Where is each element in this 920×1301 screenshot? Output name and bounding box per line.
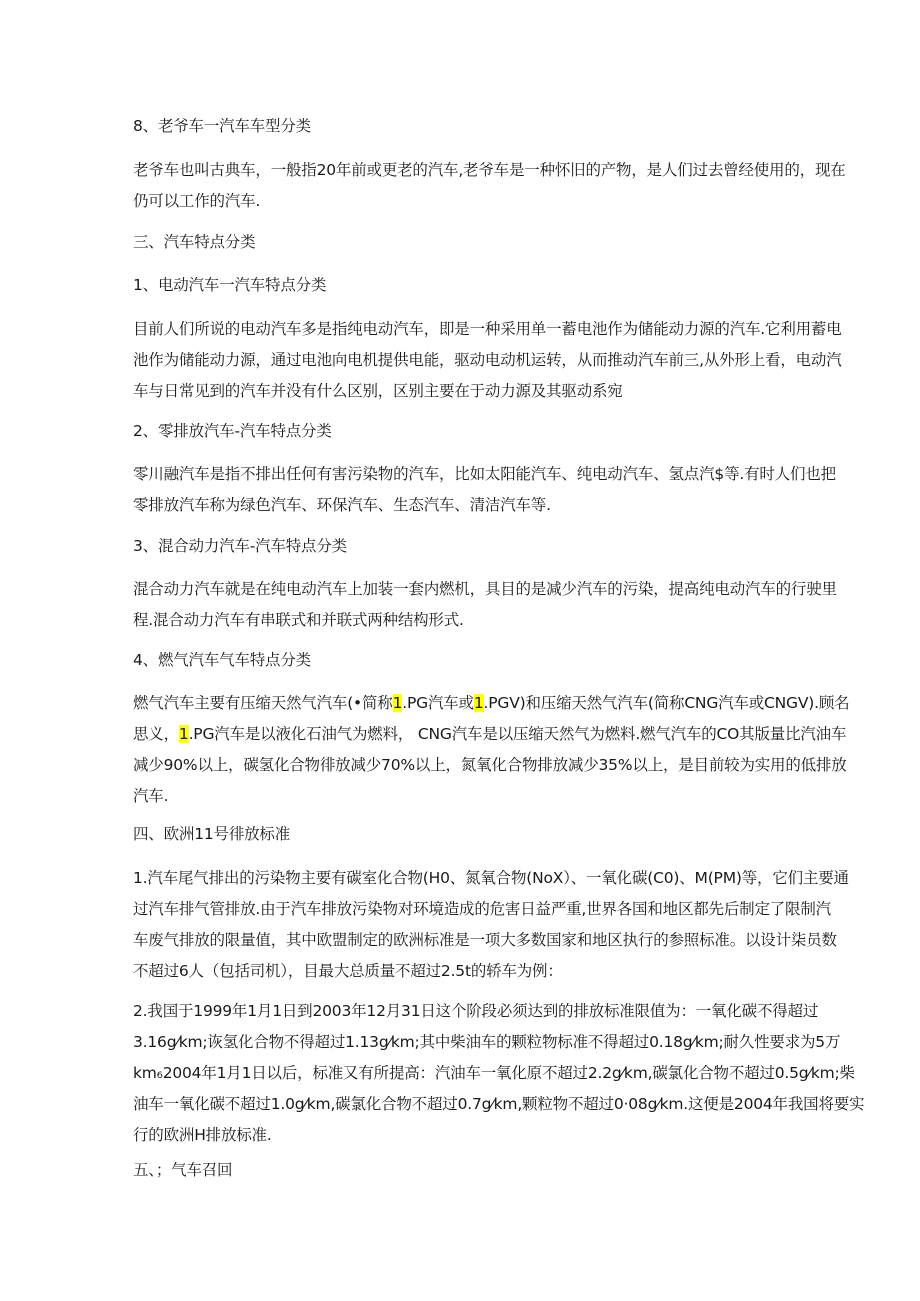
text-line: 4、燃气汽车气车特点分类 xyxy=(133,651,311,669)
text-segment: .PG汽车或 xyxy=(402,694,474,712)
heading-antique-car xyxy=(133,111,853,142)
text-segment: .PG汽车是以液化石油气为燃料， CNG汽车是以压缩天然气为燃料.燃气汽车的CO其版量比汽油车 xyxy=(188,725,847,743)
paragraph-hybrid xyxy=(133,574,853,636)
text-line: 2.我国于1999年1月1日到2003年12月31日这个阶段必须达到的排放标准限值为：一氧化碳不得超过 xyxy=(133,1002,819,1020)
text-segment: 燃气汽车主要有压缩天然气汽车(•简称 xyxy=(133,694,393,712)
text-line: 三、汽车特点分类 xyxy=(133,233,256,251)
paragraph-antique-car xyxy=(133,155,853,217)
text-line: 汽车. xyxy=(133,787,169,805)
text-line: 过汽车排气管排放.由于汽车排放污染物对环境造成的危害日益严重,世界各国和地区都先后制定了限制汽 xyxy=(133,900,831,918)
text-line: 程.混合动力汽车有串联式和并联式两种结构形式. xyxy=(133,611,464,629)
text-line: 仍可以工作的汽车. xyxy=(133,192,261,210)
heading-section-three xyxy=(133,227,853,258)
text-segment: .PGV)和压缩天然气汽车(简称CNG汽车或CNGV).顾名 xyxy=(483,694,850,712)
heading-section-five xyxy=(133,1155,853,1186)
paragraph-electric-car xyxy=(133,314,853,407)
text-line: 混合动力汽车就是在纯电动汽车上加装一套内燃机，具目的是减少汽车的污染，提高纯电动汽车的行驶里 xyxy=(133,580,837,598)
text-line: 3.16g⁄km;诙氢化合物不得超过1.13g⁄km;其中柴油车的颗粒物标准不得超过0.18g⁄km;耐久性要求为5万 xyxy=(133,1033,841,1051)
text-line: 1、电动汽车一汽车特点分类 xyxy=(133,276,327,294)
text-line: 车废气排放的限量值，其中欧盟制定的欧洲标准是一项大多数国家和地区执行的参照标准。以设计柒员数 xyxy=(133,931,837,949)
text-line: 1.汽车尾气排出的污染物主要有碳室化合物(H0、氮氧合物(NoX）、一氧化碳(C0)、M(PM)等，它们主要通 xyxy=(133,869,849,887)
heading-section-four xyxy=(133,819,853,850)
text-line: 目前人们所说的电动汽车多是指纯电动汽车，即是一种采用单一蓄电池作为储能动力源的汽车.它利用蓄电 xyxy=(133,320,842,338)
text-line: km₆2004年1月1日以后，标准又有所提高：汽油车一氧化原不超过2.2g⁄km,碳氯化合物不超过0.5g⁄km;柴 xyxy=(133,1064,855,1082)
text-line: 老爷车也叫古典车，一般指20年前或更老的汽车,老爷车是一种怀旧的产物，是人们过去曾经使用的，现在 xyxy=(133,161,846,179)
paragraph-zero-emission xyxy=(133,459,853,521)
heading-electric-car xyxy=(133,270,853,301)
text-line: 减少90%以上，碳氢化合物徘放减少70%以上，氮氧化合物排放减少35%以上，是目前较为实用的低排放 xyxy=(133,756,847,774)
text-line: 车与日常见到的汽车并没有什么区别，区别主要在于动力源及其驱动系宛 xyxy=(133,382,623,400)
heading-gas-car xyxy=(133,645,853,676)
highlighted-text: 1 xyxy=(392,694,403,712)
text-line xyxy=(133,719,853,750)
heading-zero-emission xyxy=(133,416,853,447)
text-line: 零排放汽车称为绿色汽车、环保汽车、生态汽车、清洁汽车等. xyxy=(133,496,551,514)
highlighted-text: 1 xyxy=(178,725,189,743)
text-line: 2、零排放汽车-汽车特点分类 xyxy=(133,422,332,440)
paragraph-emission-limits xyxy=(133,996,865,1151)
text-line: 零川融汽车是指不排出任何有害污染物的汽车，比如太阳能汽车、纯电动汽车、氢点汽$等.有时人们也把 xyxy=(133,465,836,483)
highlighted-text: 1 xyxy=(473,694,484,712)
text-line: 油车一氧化碳不超过1.0g⁄km,碳氯化合物不超过0.7g⁄km,颗粒物不超过0·08g⁄km.这便是2004年我国将要实 xyxy=(133,1095,865,1113)
text-line: 8、老爷车一汽车车型分类 xyxy=(133,117,311,135)
heading-hybrid xyxy=(133,531,853,562)
text-line: 3、混合动力汽车-汽车特点分类 xyxy=(133,537,347,555)
text-line: 行的欧洲H排放标准. xyxy=(133,1126,272,1144)
text-line: 四、欧洲11号徘放标准 xyxy=(133,825,291,843)
text-line xyxy=(133,688,853,719)
text-line: 五、；气车召回 xyxy=(133,1161,233,1179)
paragraph-gas-car xyxy=(133,688,853,812)
text-line: 不超过6人（包括司机），目最大总质量不超过2.5t的轿车为例： xyxy=(133,962,563,980)
text-line: 池作为储能动力源，通过电池向电机提供电能，驱动电动机运转，从而推动汽车前三,从外形上看，电动汽 xyxy=(133,351,842,369)
paragraph-pollutants xyxy=(133,863,853,987)
text-segment: 思义， xyxy=(133,725,179,743)
